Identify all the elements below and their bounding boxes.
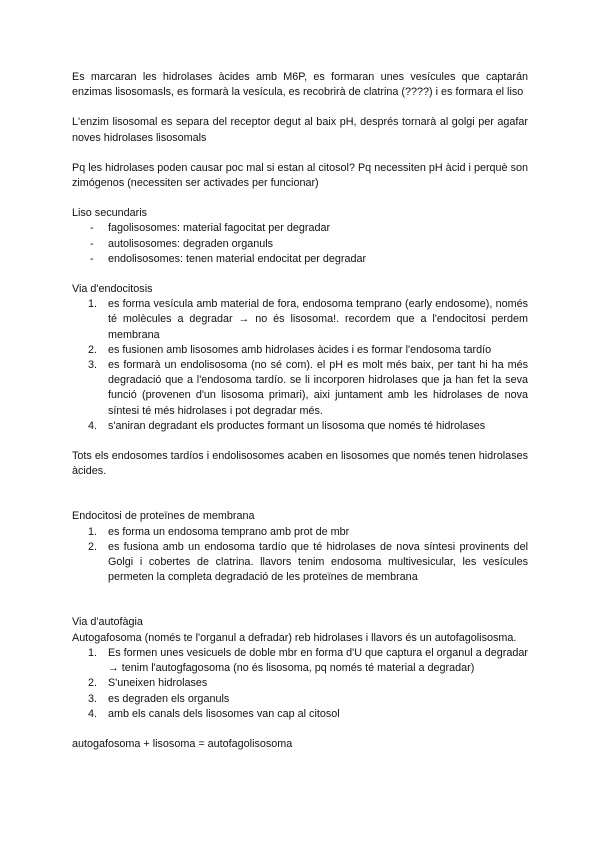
dash-marker: -: [90, 222, 94, 235]
paragraph-enzim-lisosomal: L'enzim lisosomal es separa del receptor degut al baix pH, després tornarà al golgi per agafar noves hidrolases lisosomals: [72, 116, 528, 144]
list-item: [72, 419, 528, 434]
paragraph-final-equation: autogafosoma + lisosoma = autofagolisosoma: [72, 737, 293, 750]
list-item-text: es degraden els organuls: [108, 692, 230, 705]
paragraph-m6p: Es marcaran les hidrolases àcides amb M6P, es formaran unes vesícules que captarán enzimas lisosomasls, es formarà la vesícula, es recobrirà de clatrina (????) i es formara el liso: [72, 71, 528, 99]
list-item: [72, 343, 528, 358]
list-item-text: fagolisosomes: material fagocitat per degradar: [108, 222, 331, 235]
list-item: [72, 676, 528, 691]
heading-via-autofagia: Via d'autofàgia: [72, 616, 143, 629]
list-item: [72, 540, 528, 586]
paragraph-endosomes-tardios: Tots els endosomes tardíos i endolisosomes acaben en lisosomes que només tenen hidrolases àcides.: [72, 450, 528, 478]
list-item-text: s'aniran degradant els productes formant un lisosoma que només té hidrolases: [108, 419, 486, 432]
number-marker: 3.: [88, 692, 98, 705]
list-item: [72, 237, 528, 252]
heading-endocitosi-proteines: Endocitosi de proteïnes de membrana: [72, 510, 255, 523]
list-item-text: autolisosomes: degraden organuls: [108, 237, 274, 250]
dash-marker: -: [90, 252, 94, 265]
number-marker: 2.: [88, 677, 98, 690]
list-item-text: S'uneixen hidrolases: [108, 677, 208, 690]
number-marker: 1.: [88, 525, 98, 538]
dash-marker: -: [90, 237, 94, 250]
list-item: [72, 297, 528, 343]
list-item: [72, 692, 528, 707]
number-marker: 4.: [88, 707, 98, 720]
list-item: [72, 252, 528, 267]
number-marker: 3.: [88, 359, 98, 372]
number-marker: 1.: [88, 298, 98, 311]
number-marker: 2.: [88, 343, 98, 356]
list-item-text: es fusionen amb lisosomes amb hidrolases àcides i es formar l'endosoma tardío: [108, 343, 492, 356]
list-via-autofagia: [72, 646, 528, 722]
list-item-text: es fusiona amb un endosoma tardío que té hidrolases de nova síntesi provinents del Golgi i cobertes de clatrina. llavors tenim endosoma multivesicular, les vesícules permeten la completa degradació de les proteïnes de membrana: [108, 540, 528, 584]
list-item-text: es forma un endosoma temprano amb prot de mbr: [108, 525, 350, 538]
list-item: [72, 525, 528, 540]
paragraph-hidrolases-citosol: Pq les hidrolases poden causar poc mal si estan al citosol? Pq necessiten pH àcid i perquè son zimógenos (necessiten ser activades per funcionar): [72, 161, 528, 190]
paragraph-autofagia-intro: Autogafosoma (només te l'organul a defradar) reb hidrolases i llavors és un autofagolisosma.: [72, 631, 517, 644]
number-marker: 1.: [88, 646, 98, 659]
list-liso-secundaris: [72, 221, 528, 267]
list-item: [72, 358, 528, 419]
list-endocitosi-proteines: [72, 525, 528, 586]
heading-liso-secundaris: Liso secundaris: [72, 207, 148, 220]
list-item-text: Es formen unes vesicuels de doble mbr en forma d'U que captura el organul a degradar → tenim l'autogfagosoma (no és lisosoma, pq només té material a degradar): [108, 646, 528, 675]
number-marker: 4.: [88, 419, 98, 432]
list-item: [72, 221, 528, 236]
list-via-endocitosis: [72, 297, 528, 434]
list-item-text: es forma vesícula amb material de fora, endosoma temprano (early endosome), només té molècules a degradar → no és lisosoma!. recordem que a l'endocitosi perdem membrana: [108, 298, 528, 341]
number-marker: 2.: [88, 540, 98, 553]
list-item-text: es formarà un endolisosoma (no sé com). el pH es molt més baix, per tant hi ha més degradació que a l'endosoma tardío. se li incorporen hidrolases que ja han fet la seva funció (provenen d'un lisosoma primari), aixi juntament amb les hidrolases de nova síntesi té més hidrolases i pot degradar més.: [108, 359, 528, 417]
list-item-text: amb els canals dels lisosomes van cap al citosol: [108, 707, 340, 720]
heading-via-endocitosis: Via d'endocitosis: [72, 283, 153, 296]
list-item: [72, 707, 528, 722]
list-item-text: endolisosomes: tenen material endocitat per degradar: [108, 252, 367, 265]
list-item: [72, 646, 528, 676]
